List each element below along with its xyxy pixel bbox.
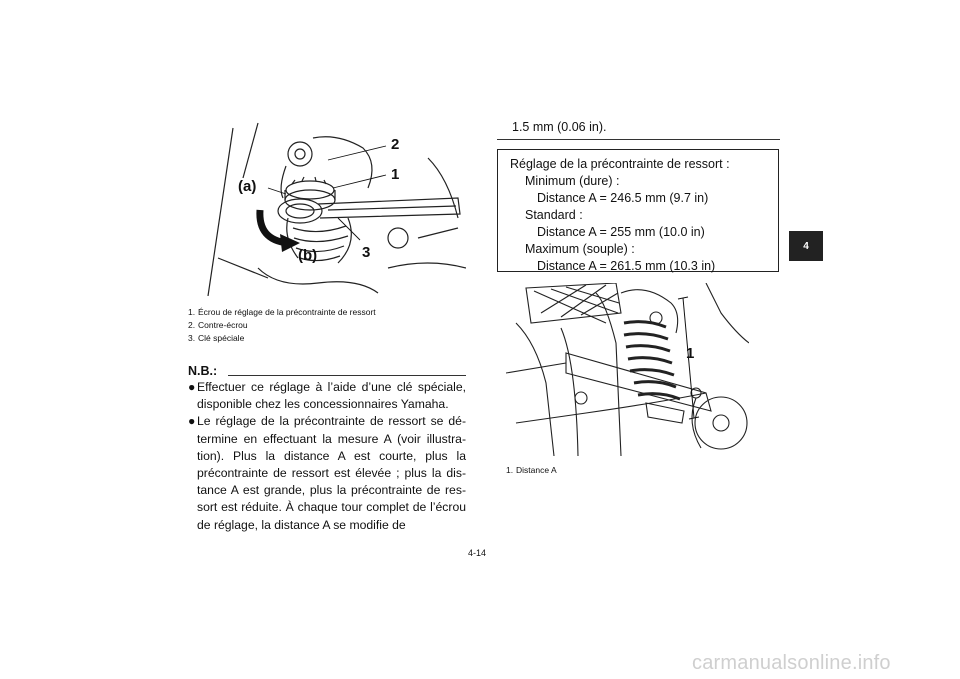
callout-3: 3 [362,244,371,261]
bullet-icon: ● [188,414,196,429]
chapter-tab: 4 [789,231,823,261]
note-title: N.B.: [188,364,218,378]
spec-box [497,149,779,272]
spec-max-value: Distance A = 261.5 mm (10.3 in) [537,259,716,273]
right-figure-distance-a [506,283,749,456]
note-end-rule [497,139,780,140]
callout-b: (b) [298,247,318,264]
shock-adjuster-illustration [188,118,466,296]
note-rule [228,375,466,376]
left-figure-captions [188,306,376,345]
note-continuation: 1.5 mm (0.06 in). [512,120,607,134]
watermark: carmanualsonline.info [692,652,891,674]
spec-title: Réglage de la précontrainte de ressort : [510,157,730,171]
spec-min-value: Distance A = 246.5 mm (9.7 in) [537,191,709,205]
caption-item: 1. Écrou de réglage de la précontrainte de ressort [188,307,376,317]
right-figure-captions [506,464,557,477]
caption-item: 3. Clé spéciale [188,333,245,343]
spec-std-label: Standard : [525,208,583,222]
left-figure-adjusting-nut [188,118,466,296]
note-bullets [188,379,466,534]
page-number: 4-14 [468,548,487,558]
rear-shock-illustration [506,283,749,456]
spec-std-value: Distance A = 255 mm (10.0 in) [537,225,705,239]
spec-min-label: Minimum (dure) : [525,174,620,188]
bullet-icon: ● [188,380,196,394]
callout-2: 2 [391,136,400,153]
callout-1: 1 [391,166,400,183]
spec-max-label: Maximum (souple) : [525,242,635,256]
list-item: ● Le réglage de la précontrainte de ressort se détermine en effectuant la mesure A (voir illustration). Plus la distance A est courte, plus la précontrainte de ressort est élevée ; plus la distance A est grande, plus la précontrainte de ressort est réduite. À chaque tour complet de l’écrou de réglage, la distance A se modifie de [188,414,466,532]
caption-item: 1. Distance A [506,465,557,475]
callout-1-distance: 1 [686,345,695,362]
list-item: ● Effectuer ce réglage à l’aide d’une clé spéciale, disponible chez les concessionnaires Yamaha. [188,380,466,412]
caption-item: 2. Contre-écrou [188,320,248,330]
callout-a: (a) [238,178,257,195]
